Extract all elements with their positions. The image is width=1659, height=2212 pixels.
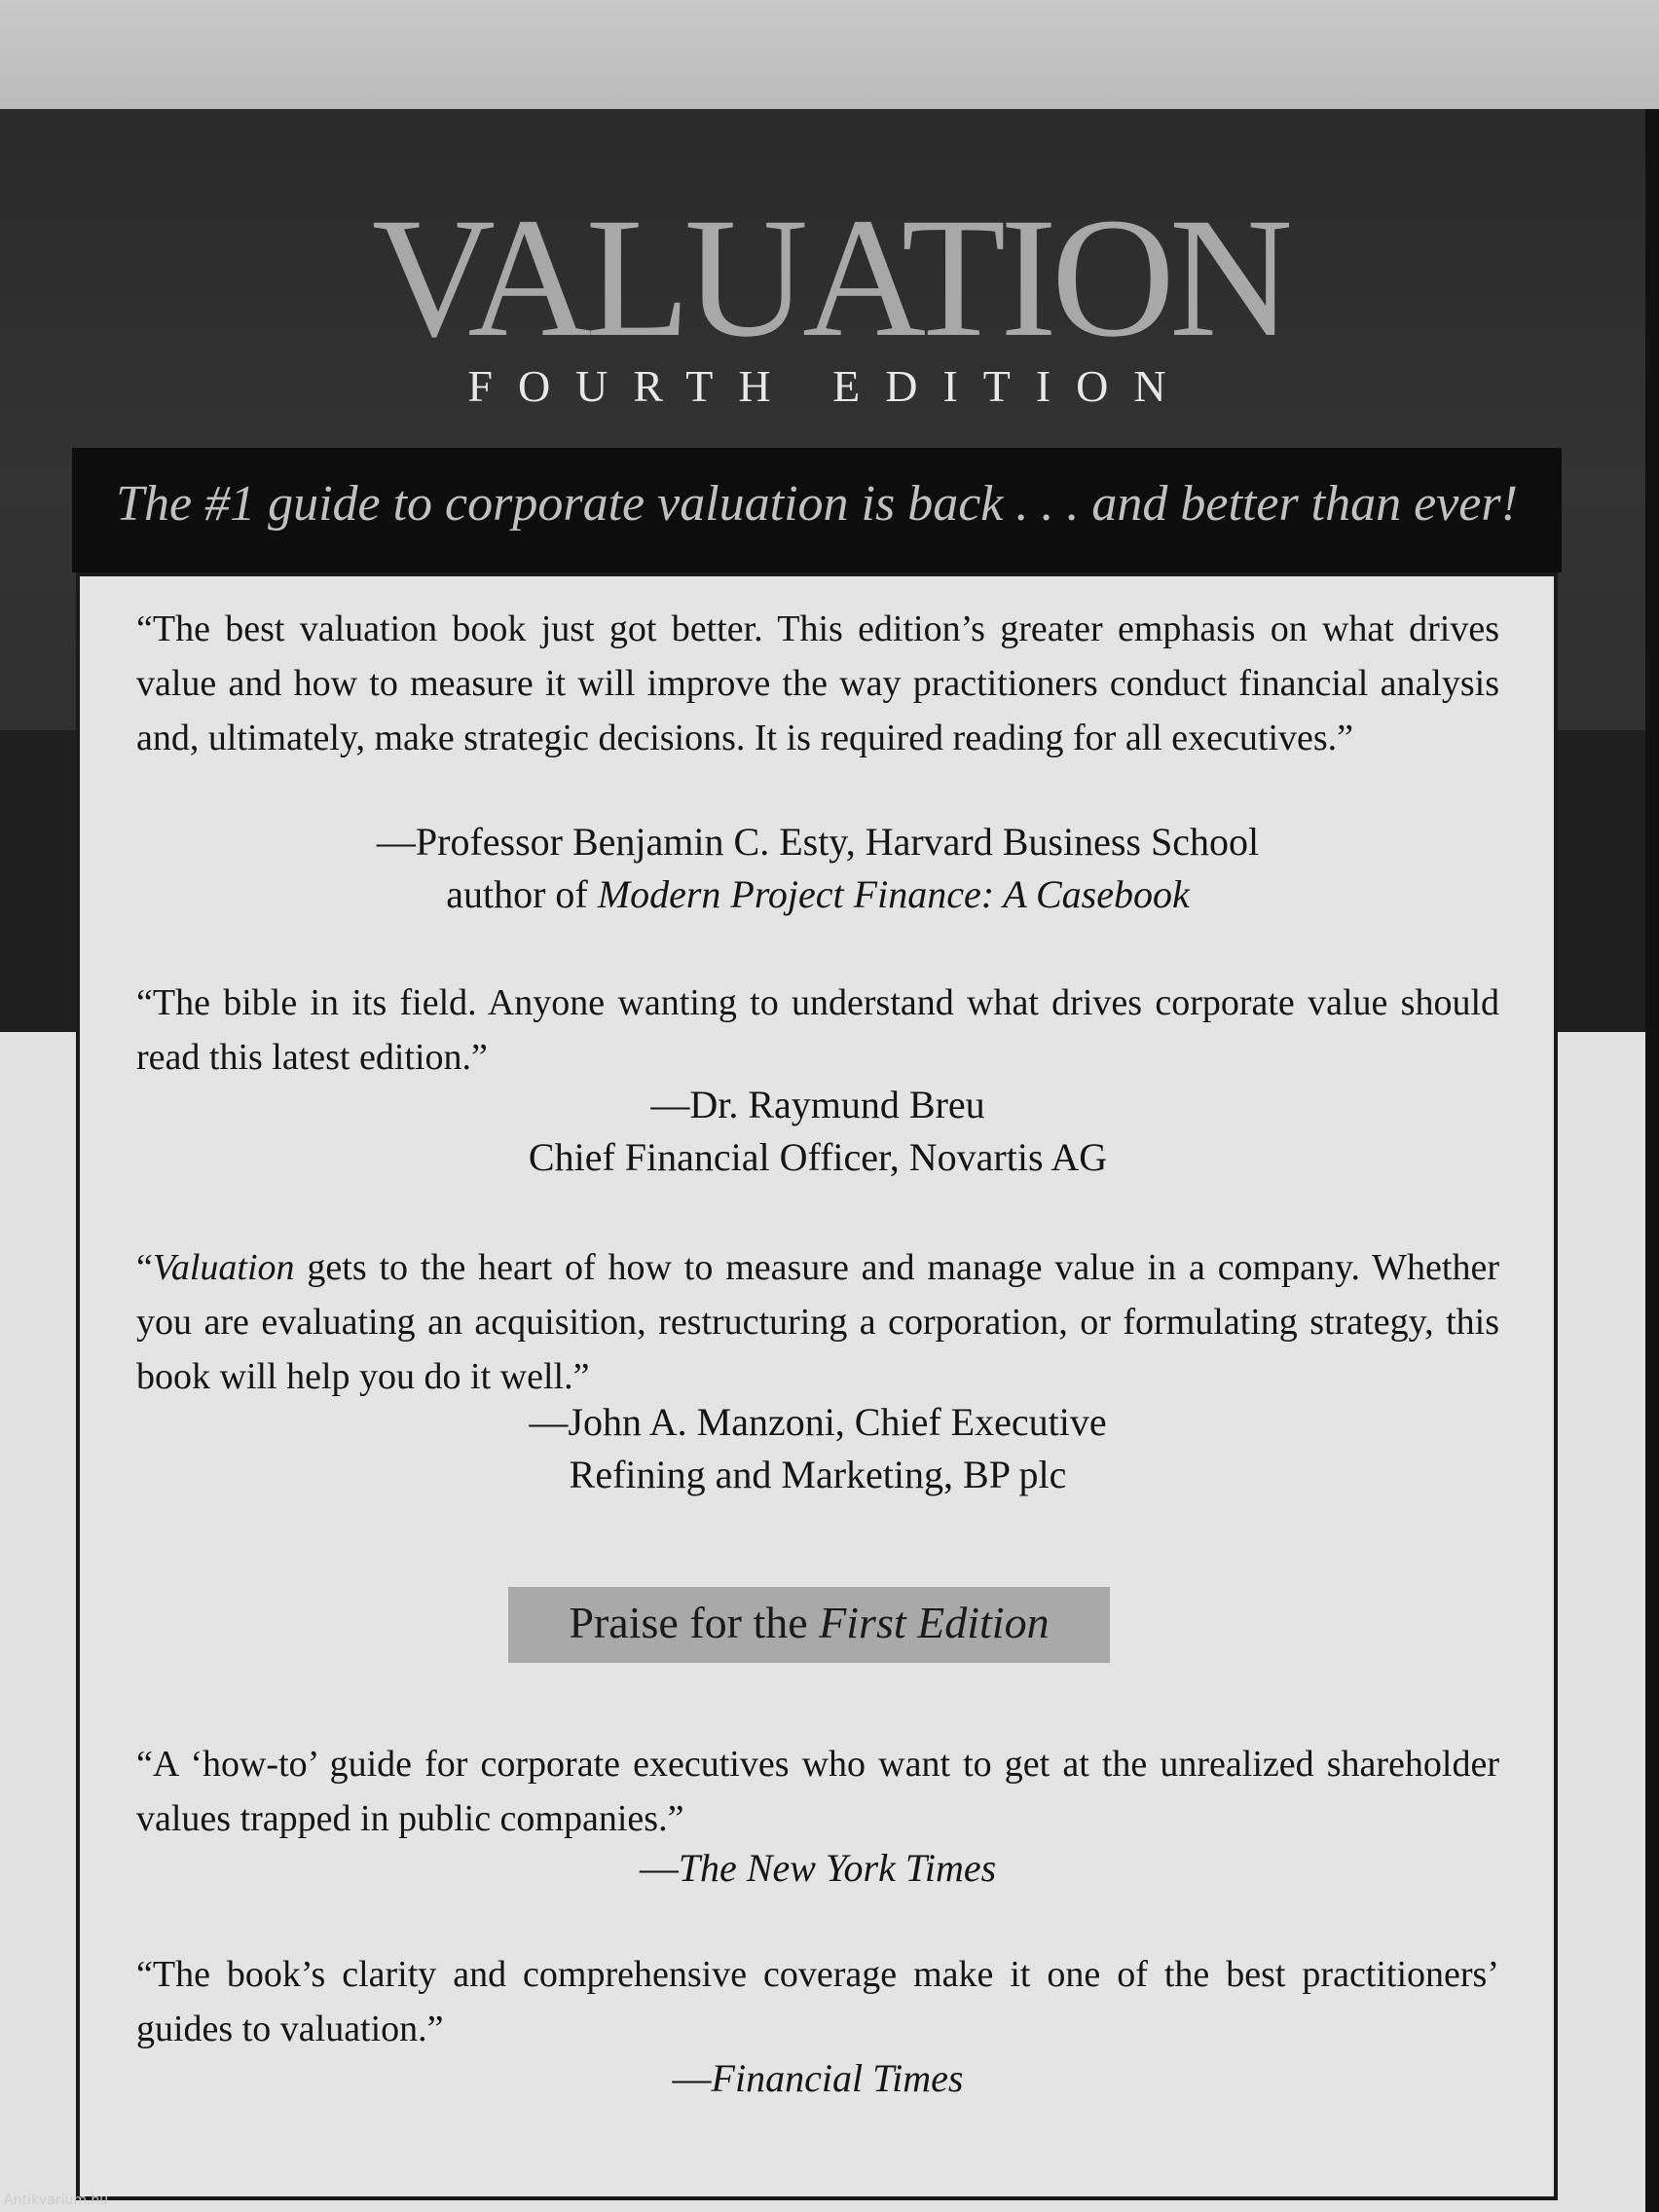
attribution-esty-book: author of Modern Project Finance: A Casebook	[446, 872, 1190, 916]
attribution-manzoni-title: Refining and Marketing, BP plc	[569, 1453, 1067, 1496]
attribution-ft: —Financial Times	[672, 2056, 964, 2100]
quote-nyt: “A ‘how-to’ guide for corporate executives who want to get at the unrealized shareholder values trapped in public companies.”	[136, 1744, 1499, 1839]
quote-manzoni: “Valuation gets to the heart of how to measure and manage value in a company. Whether you are evaluating an acquisition, restructuring a corporation, or formulating strategy, this book will help you do it well.”	[136, 1247, 1499, 1397]
book-spine-edge	[1645, 109, 1659, 2212]
table-surface	[0, 0, 1659, 127]
book-title: VALUATION	[371, 183, 1288, 373]
book-edition: FOURTH EDITION	[467, 361, 1192, 411]
attribution-manzoni: —John A. Manzoni, Chief Executive	[529, 1400, 1107, 1444]
attribution-breu: —Dr. Raymund Breu	[650, 1083, 985, 1126]
attribution-breu-title: Chief Financial Officer, Novartis AG	[528, 1135, 1108, 1179]
praise-heading: Praise for the First Edition	[569, 1598, 1050, 1647]
quote-breu: “The bible in its field. Anyone wanting to understand what drives corporate value should read this latest edition.”	[136, 982, 1499, 1078]
quote-esty: “The best valuation book just got better. This edition’s greater emphasis on what drives value and how to measure it will improve the way practitioners conduct financial analysis and, ultimately, make strategic decisions. It is required reading for all executives.”	[136, 608, 1499, 758]
attribution-esty: —Professor Benjamin C. Esty, Harvard Business School	[376, 820, 1260, 864]
attribution-nyt: —The New York Times	[639, 1846, 997, 1890]
tagline: The #1 guide to corporate valuation is back . . . and better than ever!	[116, 476, 1518, 532]
quote-ft: “The book’s clarity and comprehensive coverage make it one of the best practitioners’ guides to valuation.”	[136, 1954, 1499, 2049]
watermark: Antikvarium.hu	[4, 2193, 109, 2208]
